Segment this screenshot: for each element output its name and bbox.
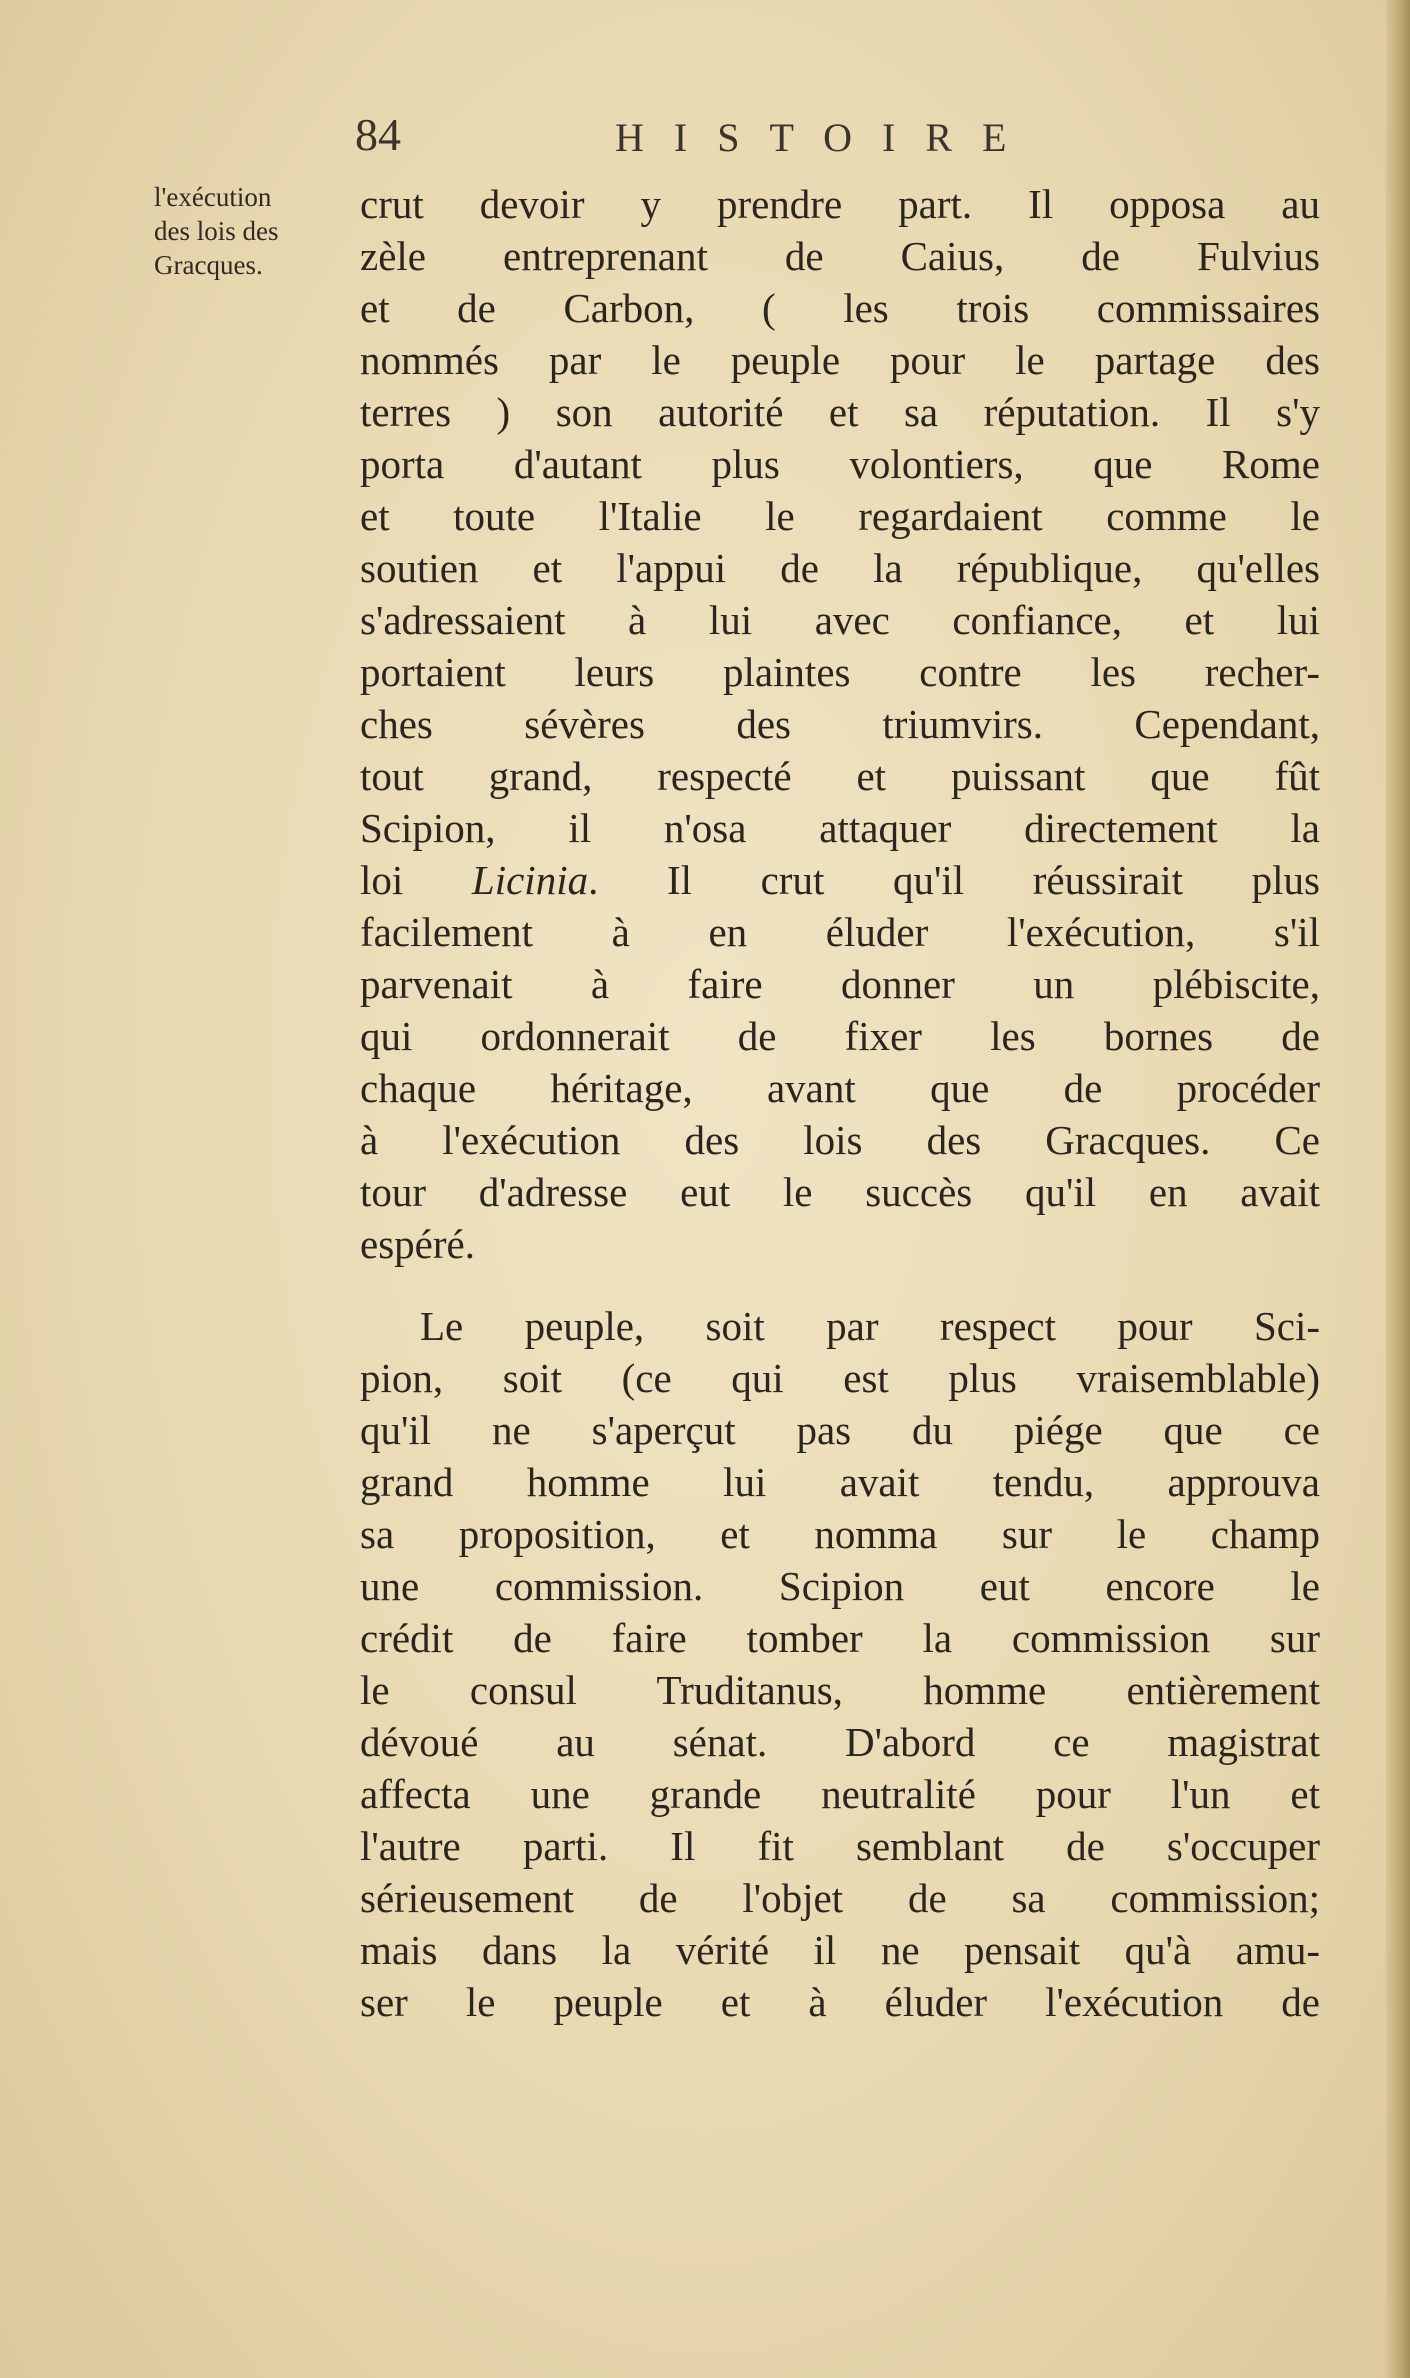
text-line: mais dans la vérité il ne pensait qu'à amu- — [360, 1927, 1320, 1973]
running-head: HISTOIRE — [615, 115, 1037, 160]
text-line: tour d'adresse eut le succès qu'il en avait — [360, 1169, 1320, 1215]
paragraph-1 — [360, 178, 1320, 1270]
text-line: Scipion, il n'osa attaquer directement la — [360, 805, 1320, 851]
text-line: affecta une grande neutralité pour l'un et — [360, 1771, 1320, 1817]
text-line: parvenait à faire donner un plébiscite, — [360, 961, 1320, 1007]
text-line: crut devoir y prendre part. Il opposa au — [360, 181, 1320, 227]
text-line: terres ) son autorité et sa réputation. Il s'y — [360, 389, 1320, 435]
text-line: grand homme lui avait tendu, approuva — [360, 1459, 1320, 1505]
page-header — [355, 108, 1315, 168]
text-line: à l'exécution des lois des Gracques. Ce — [360, 1117, 1320, 1163]
margin-note-line: Gracques. — [154, 250, 263, 280]
italic-word: Licinia — [471, 857, 589, 903]
text-line: s'adressaient à lui avec confiance, et lui — [360, 597, 1320, 643]
text-line: loi Licinia. Il crut qu'il réussirait plus — [360, 857, 1320, 903]
text-line: et toute l'Italie le regardaient comme le — [360, 493, 1320, 539]
text-line: chaque héritage, avant que de procéder — [360, 1065, 1320, 1111]
margin-note — [154, 180, 359, 282]
text-line: sérieusement de l'objet de sa commission; — [360, 1875, 1320, 1921]
text-line: qu'il ne s'aperçut pas du piége que ce — [360, 1407, 1320, 1453]
text-line: ser le peuple et à éluder l'exécution de — [360, 1979, 1320, 2025]
body-text — [360, 178, 1320, 2028]
paragraph-2 — [360, 1300, 1320, 2028]
page-edge — [1386, 0, 1410, 2378]
text-line: tout grand, respecté et puissant que fût — [360, 753, 1320, 799]
text-line: qui ordonnerait de fixer les bornes de — [360, 1013, 1320, 1059]
text-line: sa proposition, et nomma sur le champ — [360, 1511, 1320, 1557]
text-line: pion, soit (ce qui est plus vraisemblable) — [360, 1355, 1320, 1401]
text-line: crédit de faire tomber la commission sur — [360, 1615, 1320, 1661]
page-number: 84 — [355, 109, 401, 160]
text-line: et de Carbon, ( les trois commissaires — [360, 285, 1320, 331]
text-line: Le peuple, soit par respect pour Sci- — [420, 1303, 1320, 1349]
text-line: une commission. Scipion eut encore le — [360, 1563, 1320, 1609]
text-line: soutien et l'appui de la république, qu'elles — [360, 545, 1320, 591]
text-line: ches sévères des triumvirs. Cependant, — [360, 701, 1320, 747]
text-line: zèle entreprenant de Caius, de Fulvius — [360, 233, 1320, 279]
text-line: portaient leurs plaintes contre les recher- — [360, 649, 1320, 695]
text-line: nommés par le peuple pour le partage des — [360, 337, 1320, 383]
text-line: le consul Truditanus, homme entièrement — [360, 1667, 1320, 1713]
text-line: porta d'autant plus volontiers, que Rome — [360, 441, 1320, 487]
margin-note-line: des lois des — [154, 216, 279, 246]
text-line: facilement à en éluder l'exécution, s'il — [360, 909, 1320, 955]
text-line: dévoué au sénat. D'abord ce magistrat — [360, 1719, 1320, 1765]
margin-note-line: l'exécution — [154, 182, 272, 212]
text-line: espéré. — [360, 1221, 475, 1267]
text-line: l'autre parti. Il fit semblant de s'occuper — [360, 1823, 1320, 1869]
